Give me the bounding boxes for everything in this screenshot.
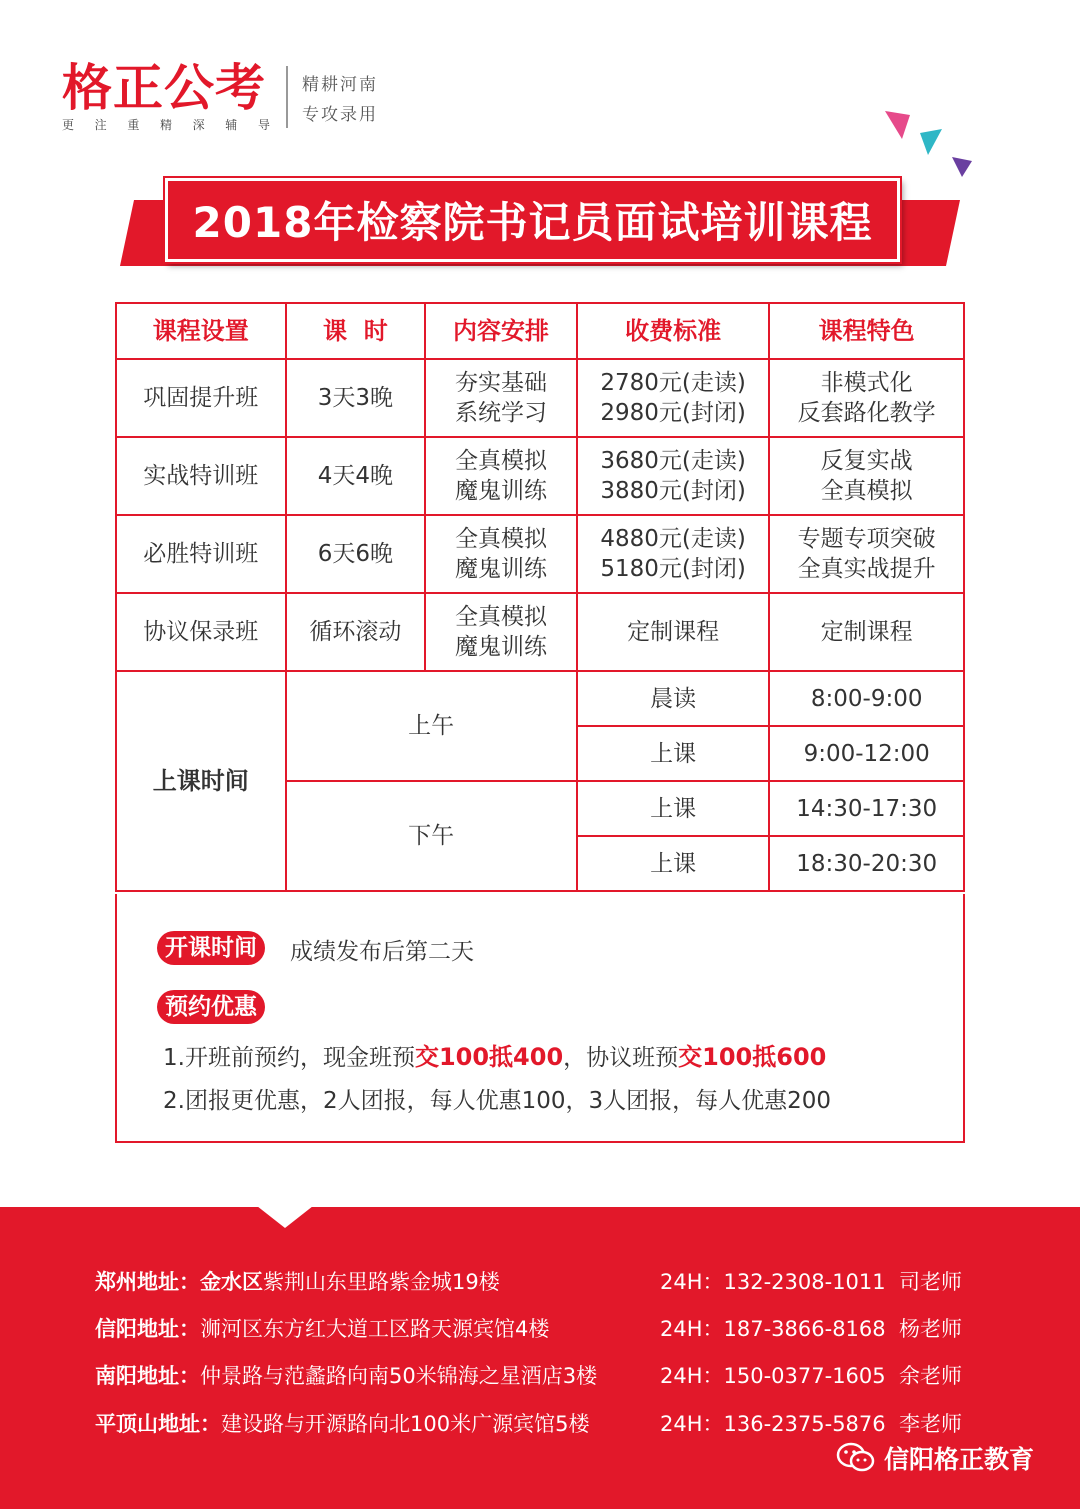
promo-highlight: 交100抵600 [678,1043,827,1071]
address-text: 建设路与开源路向北100米广源宾馆5楼 [221,1412,590,1436]
course-hours: 循环滚动 [286,593,426,671]
course-hours: 3天3晚 [286,359,426,437]
phone-zhengzhou: 24H：132-2308-1011 司老师 [660,1270,962,1294]
address-text: 仲景路与范蠡路向南50米锦海之星酒店3楼 [200,1364,598,1388]
schedule-row [116,671,964,726]
phone-xinyang: 24H：187-3866-8168 杨老师 [660,1317,962,1341]
course-content [425,437,577,515]
content-line: 魔鬼训练 [455,556,548,582]
schedule-activity: 上课 [577,726,770,781]
address-label: 南阳地址： [95,1364,200,1388]
course-feature: 定制课程 [769,593,964,671]
feature-line: 非模式化 [820,370,913,396]
course-content [425,359,577,437]
address-text: 浉河区东方红大道工区路天源宾馆4楼 [200,1317,550,1341]
content-line: 全真模拟 [455,448,548,474]
table-header-row [116,303,964,359]
promo-text: 1.开班前预约，现金班预 [163,1045,415,1071]
table-row [116,437,964,515]
course-content [425,515,577,593]
fee-line: 2780元(走读) [600,370,746,396]
column-header: 课 时 [286,303,426,359]
course-feature [769,515,964,593]
logo-tagline-char: 辅 [225,118,238,132]
address-label: 信阳地址： [95,1317,200,1341]
course-fee [577,359,770,437]
content-line: 魔鬼训练 [455,634,548,660]
column-header: 课程设置 [116,303,286,359]
promo-text: ，协议班预 [563,1045,679,1071]
feature-line: 全真实战提升 [797,556,936,582]
address-xinyang [95,1313,549,1343]
wechat-account [836,1440,1034,1476]
start-time-text: 成绩发布后第二天 [290,939,474,965]
course-feature [769,359,964,437]
phone-nanyang: 24H：150-0377-1605 余老师 [660,1364,962,1388]
address-label: 平顶山地址： [95,1412,221,1436]
schedule-activity: 上课 [577,836,770,891]
course-name: 必胜特训班 [116,515,286,593]
logo-tagline [62,116,270,133]
table-row [116,515,964,593]
fee-line: 5180元(封闭) [600,556,746,582]
feature-line: 反复实战 [820,448,913,474]
logo-tagline-char: 精 [159,118,172,132]
course-fee: 定制课程 [577,593,770,671]
promo-badge: 预约优惠 [157,990,265,1024]
content-line: 全真模拟 [455,604,548,630]
course-fee [577,515,770,593]
schedule-afternoon: 下午 [286,781,577,891]
address-pingdingshan [95,1408,589,1438]
logo-tagline-char: 深 [192,118,205,132]
course-name: 协议保录班 [116,593,286,671]
schedule-label: 上课时间 [116,671,286,891]
decorative-triangles-icon [880,105,975,180]
column-header: 收费标准 [577,303,770,359]
course-hours: 6天6晚 [286,515,426,593]
promo-line-1 [163,1037,826,1072]
fee-line: 2980元(封闭) [600,400,746,426]
schedule-time: 9:00-12:00 [769,726,964,781]
fee-line: 4880元(走读) [600,526,746,552]
address-text: 紫荆山东里路紫金城19楼 [263,1270,500,1294]
schedule-time: 8:00-9:00 [769,671,964,726]
logo-slogan-1: 精耕河南 [302,75,378,95]
table-row [116,593,964,671]
fee-line: 3680元(走读) [600,448,746,474]
content-line: 夯实基础 [455,370,548,396]
logo-tagline-char: 更 [62,118,75,132]
banner [165,178,900,262]
promo-highlight: 交100抵400 [414,1043,564,1071]
course-hours: 4天4晚 [286,437,426,515]
column-header: 内容安排 [425,303,577,359]
schedule-time: 14:30-17:30 [769,781,964,836]
feature-line: 反套路化教学 [797,400,936,426]
fee-line: 3880元(封闭) [600,478,746,504]
logo-slogan-2: 专攻录用 [302,105,378,125]
logo-tagline-char: 导 [257,118,270,132]
address-district: 金水区 [200,1270,263,1294]
course-table [115,302,965,892]
column-header: 课程特色 [769,303,964,359]
promo-line-2: 2.团报更优惠，2人团报，每人优惠100，3人团报，每人优惠200 [163,1088,832,1114]
course-fee [577,437,770,515]
start-time-badge: 开课时间 [157,931,265,965]
content-line: 系统学习 [455,400,548,426]
schedule-activity: 晨读 [577,671,770,726]
feature-line: 全真模拟 [820,478,913,504]
feature-line: 专题专项突破 [797,526,936,552]
logo-tagline-char: 注 [94,118,107,132]
course-name: 实战特训班 [116,437,286,515]
table-row [116,359,964,437]
brand-logo: 格正公考 [62,59,266,117]
footer-notch [257,1206,313,1228]
address-nanyang [95,1360,597,1390]
page-title: 2018年检察院书记员面试培训课程 [192,198,873,247]
wechat-name: 信阳格正教育 [884,1445,1035,1474]
course-feature [769,437,964,515]
content-line: 全真模拟 [455,526,548,552]
phone-pingdingshan: 24H：136-2375-5876 李老师 [660,1412,962,1436]
address-label: 郑州地址： [95,1270,200,1294]
content-line: 魔鬼训练 [455,478,548,504]
schedule-time: 18:30-20:30 [769,836,964,891]
course-content [425,593,577,671]
logo-tagline-char: 重 [127,118,140,132]
course-name: 巩固提升班 [116,359,286,437]
logo-divider [286,66,288,128]
address-zhengzhou [95,1266,500,1296]
wechat-icon [836,1441,876,1475]
schedule-activity: 上课 [577,781,770,836]
schedule-morning: 上午 [286,671,577,781]
